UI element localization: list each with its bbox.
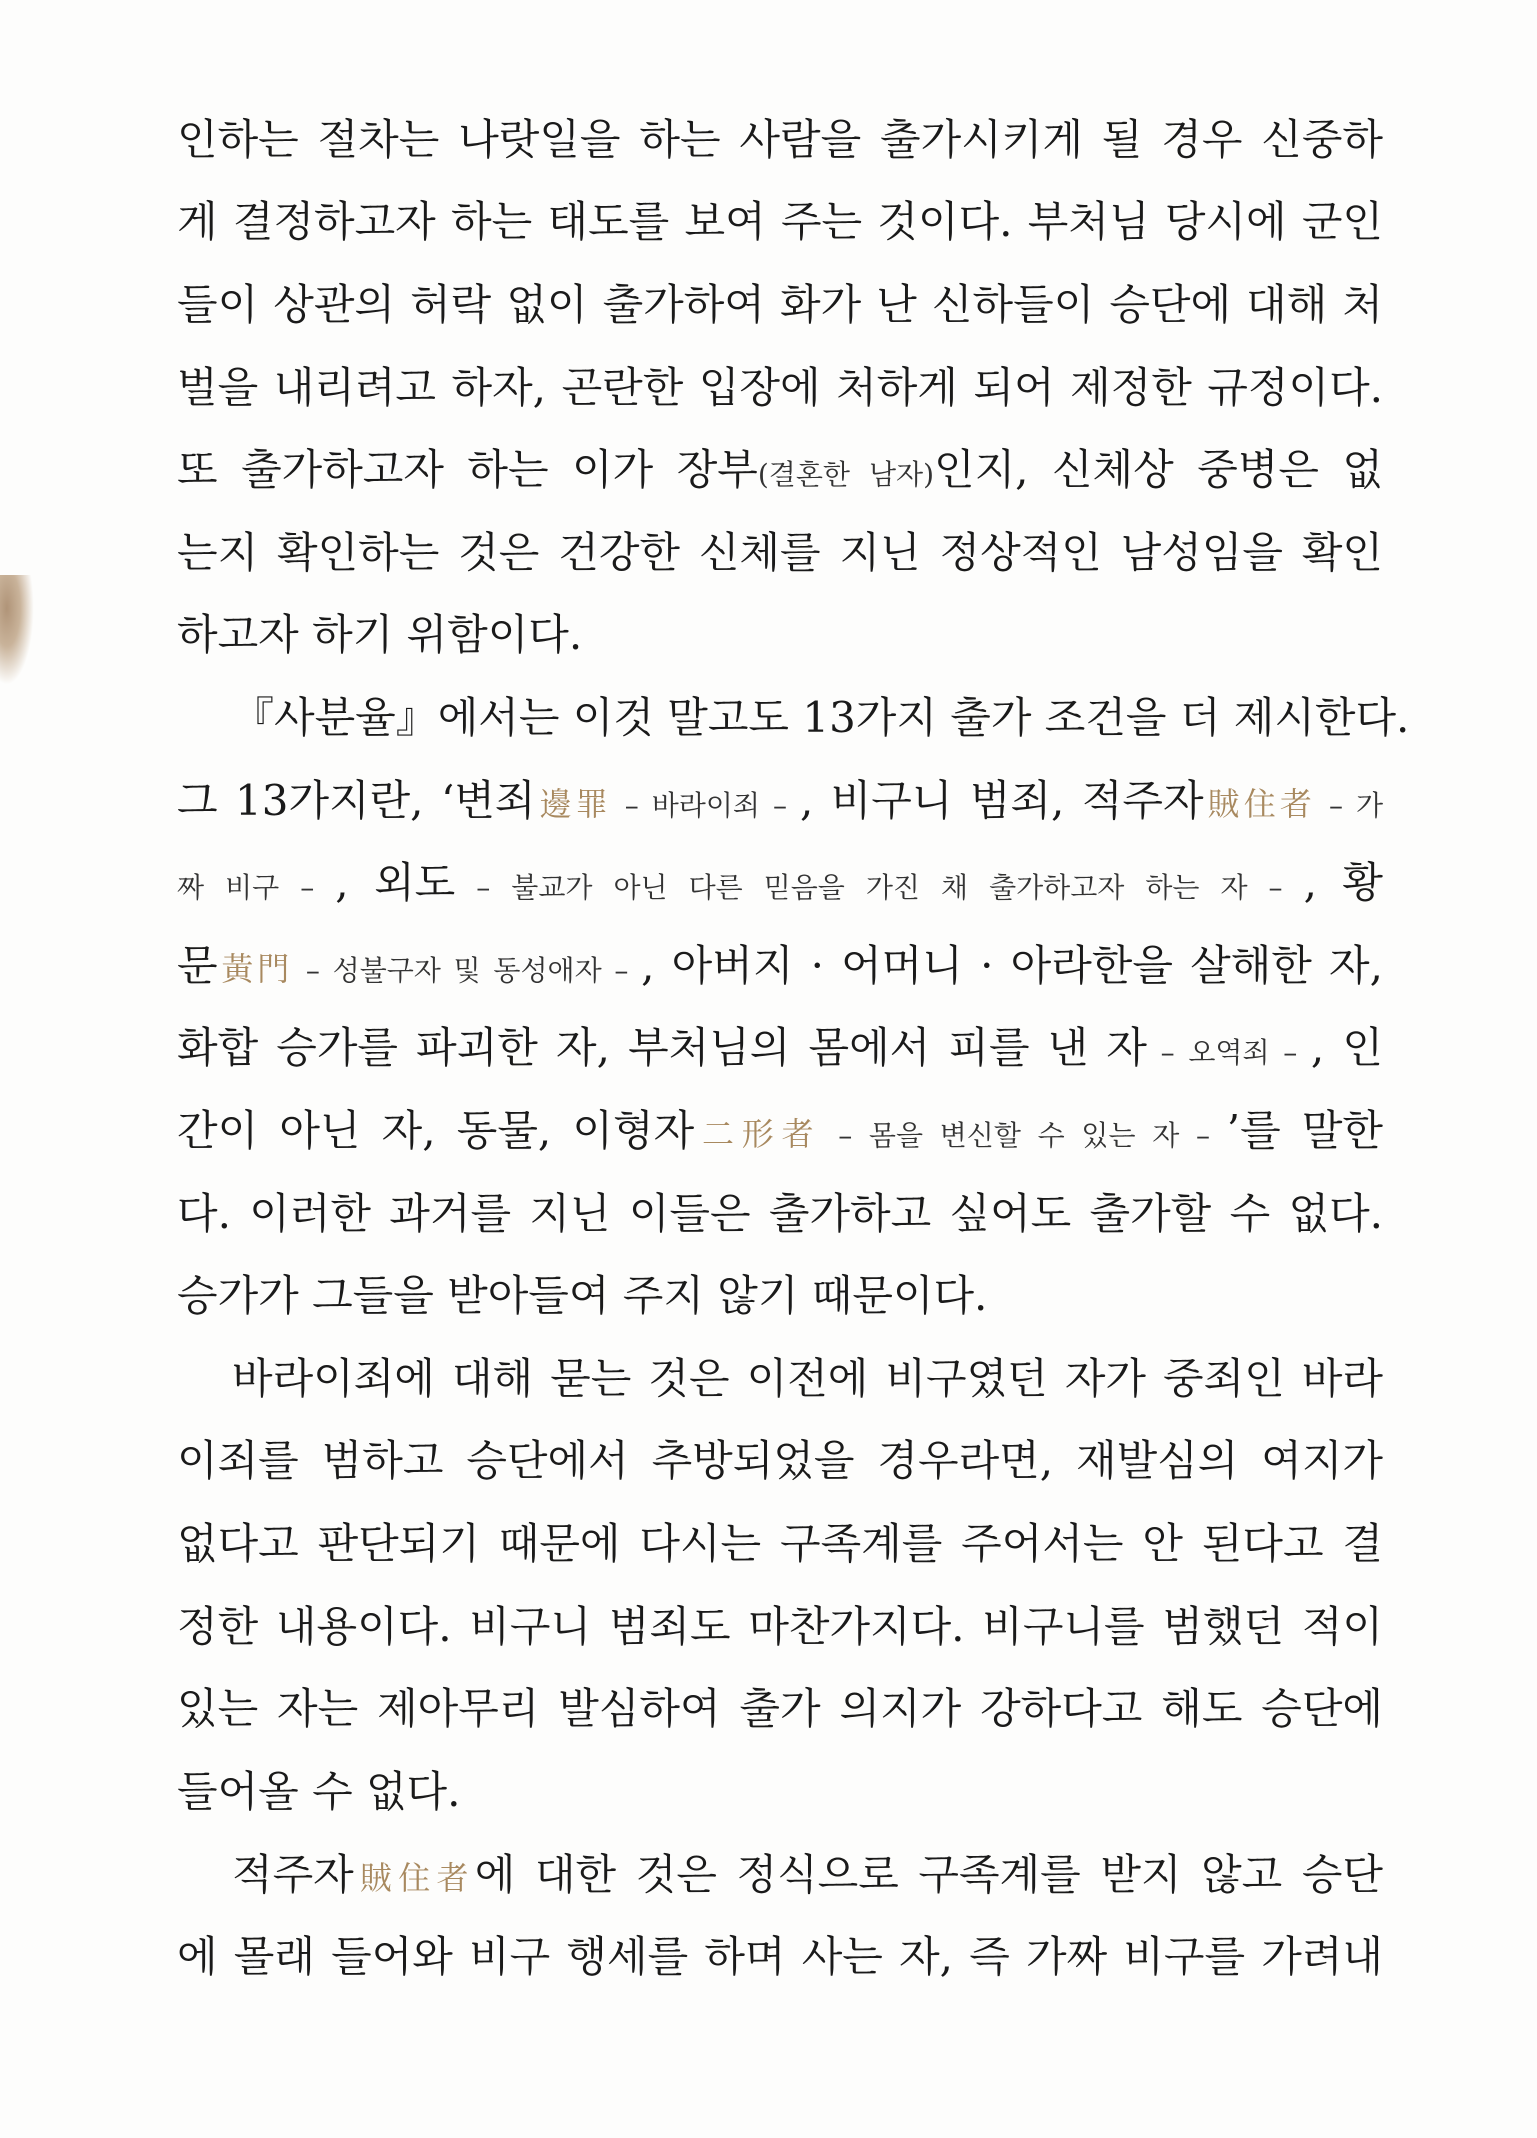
body-text: 화합 승가를 파괴한 자, 부처님의 몸에서 피를 낸 자 [177, 1023, 1147, 1072]
body-text: 『사분율』에서는 이것 말고도 13가지 출가 조건을 더 제시한다. [232, 693, 1410, 742]
body-text: , 황 [1303, 858, 1383, 907]
inline-note: – 불교가 아닌 다른 믿음을 가진 채 출가하고자 하는 자 – [455, 871, 1304, 904]
text-line [232, 1349, 1383, 1409]
inline-note: – 바라이죄 – [611, 789, 800, 822]
body-text: 들어올 수 없다. [177, 1767, 461, 1816]
text-line [177, 1597, 1383, 1657]
body-text: 게 결정하고자 하는 태도를 보여 주는 것이다. 부처님 당시에 군인 [177, 197, 1383, 246]
body-text: 는지 확인하는 것은 건강한 신체를 지닌 정상적인 남성임을 확인 [177, 528, 1383, 577]
body-text: 간이 아닌 자, 동물, 이형자 [177, 1106, 695, 1155]
body-text: 벌을 내리려고 하자, 곤란한 입장에 처하게 되어 제정한 규정이다. [177, 363, 1383, 412]
text-line [177, 936, 1383, 996]
body-text: 바라이죄에 대해 묻는 것은 이전에 비구였던 자가 중죄인 바라 [232, 1354, 1383, 1403]
body-text: 다. 이러한 과거를 지닌 이들은 출가하고 싶어도 출가할 수 없다. [177, 1189, 1383, 1238]
body-text: 문 [177, 941, 218, 990]
hanja-gloss: 賊住者 [1203, 785, 1316, 823]
paper-stain [0, 575, 34, 685]
body-text: , 아버지 · 어머니 · 아라한을 살해한 자, [641, 941, 1383, 990]
text-line [177, 853, 1383, 913]
hanja-gloss: 二形者 [694, 1115, 822, 1153]
inline-note: – 가 [1315, 789, 1383, 822]
text-line [177, 275, 1383, 335]
text-line [177, 523, 1383, 583]
inline-note: – 성불구자 및 동성애자 – [293, 954, 642, 987]
text-line [177, 358, 1383, 418]
body-text: 에 대한 것은 정식으로 구족계를 받지 않고 승단 [474, 1850, 1383, 1899]
hanja-gloss: 黃門 [217, 950, 294, 988]
text-line [177, 1101, 1383, 1161]
body-text: 정한 내용이다. 비구니 범죄도 마찬가지다. 비구니를 범했던 적이 [177, 1602, 1383, 1651]
body-text: 그 13가지란, ‘변죄 [177, 776, 536, 825]
text-line [177, 1514, 1383, 1574]
text-line [177, 771, 1383, 831]
hanja-gloss: 邊罪 [535, 785, 612, 823]
text-line [177, 1018, 1383, 1078]
body-text: 있는 자는 제아무리 발심하여 출가 의지가 강하다고 해도 승단에 [177, 1684, 1383, 1733]
text-line [177, 1679, 1383, 1739]
inline-note: – 오역죄 – [1146, 1036, 1311, 1069]
body-text: 인지, 신체상 중병은 없 [934, 445, 1383, 494]
body-text: 없다고 판단되기 때문에 다시는 구족계를 주어서는 안 된다고 결 [177, 1519, 1383, 1568]
text-line [177, 1762, 1383, 1822]
body-text: 인하는 절차는 나랏일을 하는 사람을 출가시키게 될 경우 신중하 [177, 115, 1383, 164]
text-line [177, 1927, 1383, 1987]
text-line [177, 110, 1383, 170]
text-line [177, 1184, 1383, 1244]
inline-note: – 몸을 변신할 수 있는 자 – [821, 1119, 1227, 1152]
body-text: ’를 말한 [1226, 1106, 1383, 1155]
text-line [177, 1266, 1383, 1326]
body-text: , 비구니 범죄, 적주자 [799, 776, 1204, 825]
text-line [177, 440, 1383, 500]
text-line [232, 1845, 1383, 1905]
body-text: 하고자 하기 위함이다. [177, 610, 583, 659]
body-text: 들이 상관의 허락 없이 출가하여 화가 난 신하들이 승단에 대해 처 [177, 280, 1383, 329]
body-text: , 인 [1310, 1023, 1383, 1072]
text-line [177, 605, 1383, 665]
text-line [232, 688, 1410, 748]
body-text: 승가가 그들을 받아들여 주지 않기 때문이다. [177, 1271, 988, 1320]
inline-note: 짜 비구 – [177, 871, 336, 904]
body-text: 또 출가하고자 하는 이가 장부 [177, 445, 758, 494]
text-line [177, 1431, 1383, 1491]
hanja-gloss: 賊住者 [353, 1859, 475, 1897]
text-line [177, 192, 1383, 252]
body-text: , 외도 [335, 858, 456, 907]
body-text: 이죄를 범하고 승단에서 추방되었을 경우라면, 재발심의 여지가 [177, 1436, 1383, 1485]
inline-note: (결혼한 남자) [757, 458, 934, 491]
body-text: 적주자 [232, 1850, 354, 1899]
body-text: 에 몰래 들어와 비구 행세를 하며 사는 자, 즉 가짜 비구를 가려내 [177, 1932, 1383, 1981]
